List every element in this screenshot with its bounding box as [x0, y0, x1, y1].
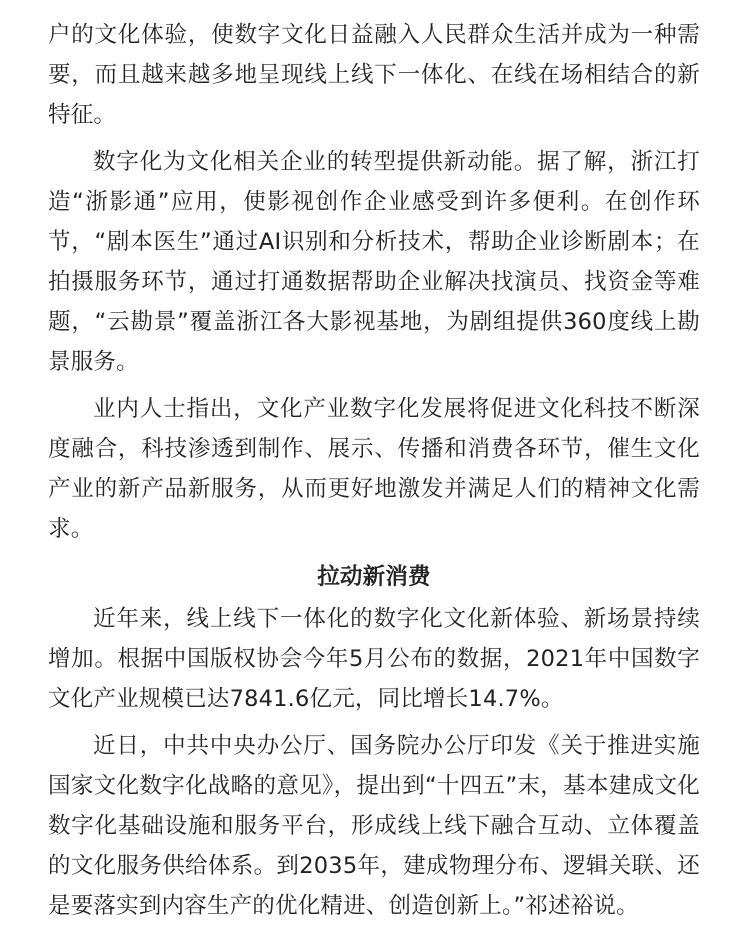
paragraph-continuation: 户的文化体验，使数字文化日益融入人民群众生活并成为一种需要，而且越来越多地呈现线上线下一体化、在线在场相结合的新特征。 [48, 22, 700, 128]
paragraph-market-data: 近年来，线上线下一体化的数字化文化新体验、新场景持续增加。根据中国版权协会今年5月公布的数据，2021年中国数字文化产业规模已达7841.6亿元，同比增长14.7%。 [48, 606, 700, 712]
paragraph-industry-insight: 业内人士指出，文化产业数字化发展将促进文化科技不断深度融合，科技渗透到制作、展示、传播和消费各环节，催生文化产业的新产品新服务，从而更好地激发并满足人们的精神文化需求。 [48, 396, 700, 542]
article-body [48, 0, 700, 926]
section-heading: 拉动新消费 [317, 564, 431, 590]
paragraph-digital-empowerment: 数字化为文化相关企业的转型提供新动能。据了解，浙江打造“浙影通”应用，使影视创作企业感受到许多便利。在创作环节，“剧本医生”通过AI识别和分析技术，帮助企业诊断剧本；在拍摄服务环节，通过打通数据帮助企业解决找演员、找资金等难题，“云勘景”覆盖浙江各大影视基地，为剧组提供360度线上勘景服务。 [48, 149, 700, 375]
paragraph-policy: 近日，中共中央办公厅、国务院办公厅印发《关于推进实施国家文化数字化战略的意见》，提出到“十四五”末，基本建成文化数字化基础设施和服务平台，形成线上线下融合互动、立体覆盖的文化服务供给体系。到2035年，建成物理分布、逻辑关联、还是要落实到内容生产的优化精进、创造创新上。”祁述裕说。 [48, 733, 700, 919]
